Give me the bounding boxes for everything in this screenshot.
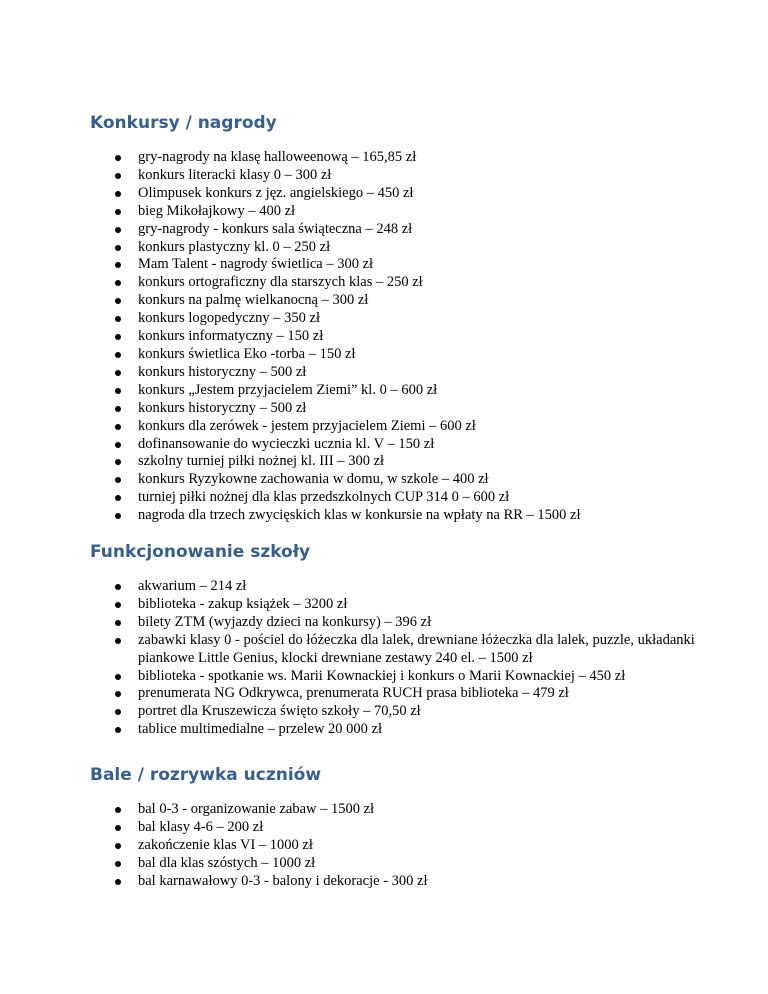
list-item [0, 364, 700, 382]
list-item-text: gry-nagrody na klasę halloweenową – 165,85 zł [138, 149, 417, 165]
list-item-text: konkurs „Jestem przyjacielem Ziemi” kl. 0 – 600 zł [138, 381, 438, 398]
list-item-text: szkolny turniej piłki nożnej kl. III – 300 zł [138, 453, 385, 470]
list-item [0, 167, 700, 185]
bullet-icon [115, 825, 121, 831]
bullet-icon [115, 477, 121, 483]
bullet-icon [115, 861, 121, 867]
list-item [0, 489, 700, 507]
list-item-text: biblioteka - spotkanie ws. Marii Kownackiej i konkurs o Marii Kownackiej – 450 zł [138, 667, 626, 684]
bullet-icon [115, 280, 121, 286]
list-konkursy [0, 149, 700, 525]
bullet-icon [115, 155, 121, 161]
list-item-text: konkurs historyczny – 500 zł [138, 363, 307, 380]
list-item [0, 203, 700, 221]
list-item [0, 471, 700, 489]
section-heading-funkcjonowanie: Funkcjonowanie szkoły [90, 542, 311, 562]
list-item [0, 614, 700, 632]
list-item-text: bilety ZTM (wyjazdy dzieci na konkursy) – 396 zł [138, 613, 432, 630]
bullet-icon [115, 334, 121, 340]
list-item [0, 185, 700, 203]
list-item [0, 418, 700, 436]
list-item-text: konkurs na palmę wielkanocną – 300 zł [138, 292, 369, 309]
bullet-icon [115, 620, 121, 626]
list-item [0, 685, 700, 703]
bullet-icon [115, 191, 121, 197]
list-item [0, 453, 700, 471]
list-item-text: nagroda dla trzech zwycięskich klas w konkursie na wpłaty na RR – 1500 zł [138, 507, 581, 524]
list-item-text: tablice multimedialne – przelew 20 000 zł [138, 721, 383, 738]
list-item-text: bal klasy 4-6 – 200 zł [138, 818, 264, 835]
bullet-icon [115, 370, 121, 376]
list-item-text: bal 0-3 - organizowanie zabaw – 1500 zł [138, 801, 375, 817]
list-item [0, 239, 700, 257]
section-heading-konkursy: Konkursy / nagrody [90, 113, 277, 133]
list-item [0, 819, 700, 837]
bullet-icon [115, 406, 121, 412]
bullet-icon [115, 638, 121, 644]
list-item [0, 873, 700, 891]
bullet-icon [115, 513, 121, 519]
list-item-text: konkurs dla zerówek - jestem przyjacielem Ziemi – 600 zł [138, 417, 476, 434]
list-item [0, 346, 700, 364]
list-item [0, 328, 700, 346]
bullet-icon [115, 674, 121, 680]
list-item-text: biblioteka - zakup książek – 3200 zł [138, 595, 348, 612]
list-item [0, 310, 700, 328]
list-item [0, 578, 700, 596]
list-item [0, 382, 700, 400]
bullet-icon [115, 727, 121, 733]
list-item-text: konkurs logopedyczny – 350 zł [138, 310, 321, 327]
list-item-text: turniej piłki nożnej dla klas przedszkolnych CUP 314 0 – 600 zł [138, 489, 510, 506]
bullet-icon [115, 584, 121, 590]
bullet-icon [115, 879, 121, 885]
list-item-text: portret dla Kruszewicza święto szkoły – 70,50 zł [138, 703, 421, 720]
list-item [0, 668, 700, 686]
bullet-icon [115, 245, 121, 251]
bullet-icon [115, 424, 121, 430]
bullet-icon [115, 316, 121, 322]
bullet-icon [115, 262, 121, 268]
bullet-icon [115, 352, 121, 358]
list-item-text: konkurs ortograficzny dla starszych klas – 250 zł [138, 274, 423, 291]
list-item [0, 703, 700, 721]
list-item [0, 855, 700, 873]
list-item-text: konkurs świetlica Eko -torba – 150 zł [138, 345, 356, 362]
list-bale [0, 801, 700, 891]
bullet-icon [115, 459, 121, 465]
list-item [0, 507, 700, 525]
bullet-icon [115, 602, 121, 608]
list-item [0, 721, 700, 739]
bullet-icon [115, 173, 121, 179]
bullet-icon [115, 298, 121, 304]
list-item-text: zakończenie klas VI – 1000 zł [138, 836, 313, 853]
list-item-text: Olimpusek konkurs z jęz. angielskiego – 450 zł [138, 184, 414, 201]
list-item-text: bal dla klas szóstych – 1000 zł [138, 854, 316, 871]
list-funkcjonowanie [0, 578, 700, 739]
bullet-icon [115, 209, 121, 215]
list-item-text: zabawki klasy 0 - pościel do łóżeczka dla lalek, drewniane łóżeczka dla lalek, puzzle, układanki piankowe Little Genius, klocki drewniane zestawy 240 el. – 1500 zł [138, 631, 695, 666]
list-item [0, 221, 700, 239]
list-item [0, 292, 700, 310]
list-item [0, 274, 700, 292]
list-item-text: konkurs plastyczny kl. 0 – 250 zł [138, 238, 331, 255]
list-item-text: konkurs Ryzykowne zachowania w domu, w szkole – 400 zł [138, 471, 489, 488]
list-item [0, 837, 700, 855]
section-heading-bale: Bale / rozrywka uczniów [90, 765, 322, 785]
list-item-text: Mam Talent - nagrody świetlica – 300 zł [138, 256, 374, 273]
list-item [0, 256, 700, 274]
list-item [0, 596, 700, 614]
list-item-text: bieg Mikołajkowy – 400 zł [138, 202, 296, 219]
bullet-icon [115, 691, 121, 697]
bullet-icon [115, 442, 121, 448]
list-item [0, 801, 700, 819]
list-item-text: konkurs literacki klasy 0 – 300 zł [138, 166, 332, 183]
list-item-text: bal karnawałowy 0-3 - balony i dekoracje - 300 zł [138, 872, 428, 889]
bullet-icon [115, 388, 121, 394]
bullet-icon [115, 709, 121, 715]
list-item-text: konkurs informatyczny – 150 zł [138, 328, 324, 345]
bullet-icon [115, 495, 121, 501]
list-item [0, 400, 700, 418]
list-item [0, 632, 700, 668]
list-item-text: konkurs historyczny – 500 zł [138, 399, 307, 416]
bullet-icon [115, 807, 121, 813]
list-item [0, 149, 700, 167]
bullet-icon [115, 227, 121, 233]
bullet-icon [115, 843, 121, 849]
list-item-text: prenumerata NG Odkrywca, prenumerata RUCH prasa biblioteka – 479 zł [138, 685, 569, 702]
list-item [0, 436, 700, 454]
list-item-text: gry-nagrody - konkurs sala świąteczna – 248 zł [138, 220, 413, 237]
list-item-text: akwarium – 214 zł [138, 578, 247, 594]
list-item-text: dofinansowanie do wycieczki ucznia kl. V – 150 zł [138, 435, 435, 452]
